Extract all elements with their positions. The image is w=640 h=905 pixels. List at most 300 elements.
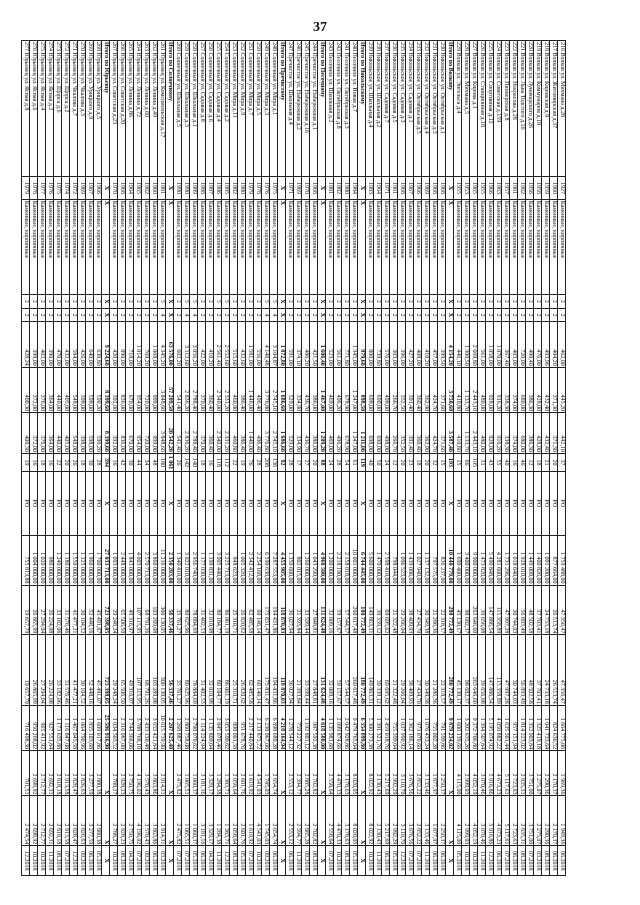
cell-c12: 280 772,49 <box>446 635 454 705</box>
cell-residents: 18 <box>198 453 206 471</box>
cell-c12: 39 656,08 <box>478 635 486 705</box>
cell-method: РО <box>462 472 470 536</box>
cell-common-area: 1 209,20 <box>318 413 326 454</box>
table-row <box>110 41 118 876</box>
cell-type: Каменные, кирпичные <box>382 199 390 294</box>
table-row <box>94 41 102 876</box>
cell-c12: 27 848,81 <box>310 635 318 705</box>
cell-residents: 19 <box>22 453 30 471</box>
cell-floors: 2 <box>518 295 526 309</box>
cell-residents: 44 <box>134 453 142 471</box>
cell-year: 1989 <box>190 177 198 200</box>
cell-c11: 45 491,07 <box>94 585 102 635</box>
cell-c11: 29 248,24 <box>110 585 118 635</box>
cell-date: X <box>166 846 174 876</box>
cell-date: 06.2018 <box>86 846 94 876</box>
cell-c12: 68 791,26 <box>142 635 150 705</box>
cell-floors: 2 <box>542 295 550 309</box>
cell-c14: 2 692,31 <box>46 751 54 796</box>
cell-total-cost: 1 200 000,00 <box>326 535 334 585</box>
cell-total-area: 374,10 <box>294 322 302 367</box>
cell-date: 11.2018 <box>374 846 382 876</box>
table-row <box>22 41 30 876</box>
cell-entrances: 2 <box>414 308 422 322</box>
summary-row <box>318 41 326 876</box>
cell-c12: 147 886,54 <box>486 635 494 705</box>
cell-total-area: 630,80 <box>94 322 102 367</box>
cell-c13: 1 814 223,02 <box>518 705 526 750</box>
cell-c15: 2 828,47 <box>70 796 78 846</box>
cell-floors: 5 <box>158 295 166 309</box>
cell-method: РО <box>398 472 406 536</box>
cell-floors: 5 <box>262 295 270 309</box>
cell-entrances: 4 <box>158 308 166 322</box>
cell-residents: 16 <box>510 453 518 471</box>
cell-c15: 2 394,77 <box>294 796 302 846</box>
cell-floors: 2 <box>246 295 254 309</box>
cell-floors: 2 <box>502 295 510 309</box>
cell-total-cost: 1 043 290,00 <box>310 535 318 585</box>
cell-c12: 52 448,16 <box>86 635 94 705</box>
cell-total-cost: 798 044,00 <box>390 535 398 585</box>
cell-c12: 30 744,03 <box>510 635 518 705</box>
cell-c12: 26 820,62 <box>238 635 246 705</box>
cell-c15: 3 110,70 <box>398 796 406 846</box>
cell-floors: 2 <box>470 295 478 309</box>
cell-method: РО <box>454 472 462 536</box>
cell-address: 226 Волков ул. Станционная д.18 <box>478 41 486 177</box>
cell-c15: 2 654,74 <box>270 796 278 846</box>
table-row <box>502 41 510 876</box>
cell-total-area: 457,00 <box>430 322 438 367</box>
cell-date: 12.2018 <box>486 846 494 876</box>
cell-entrances: 2 <box>550 308 558 322</box>
cell-living-area: 352,50 <box>398 367 406 412</box>
cell-residents: 40 <box>366 453 374 471</box>
cell-type: Каменные, кирпичные <box>270 199 278 294</box>
cell-method: РО <box>174 472 182 536</box>
cell-total-area: 486,20 <box>302 322 310 367</box>
cell-common-area: 334,90 <box>294 413 302 454</box>
cell-address: 223 Волков ул. Пионерская д.8 <box>502 41 510 177</box>
cell-common-area: 460,80 <box>230 413 238 454</box>
cell-method: РО <box>334 472 342 536</box>
cell-c11: 62 485,58 <box>246 585 254 635</box>
cell-residents: 16 <box>110 453 118 471</box>
table-row <box>518 41 526 876</box>
cell-floors: 2 <box>390 295 398 309</box>
cell-c11: 39 656,08 <box>478 585 486 635</box>
cell-type: Каменные, кирпичные <box>150 199 158 294</box>
cell-c14: X <box>318 751 326 796</box>
cell-address: 267 Юрьевец ул. Советская д.23 <box>110 41 118 177</box>
cell-entrances: 4 <box>270 308 278 322</box>
cell-entrances: 2 <box>406 308 414 322</box>
cell-type: Каменные, кирпичные <box>550 199 558 294</box>
cell-entrances: 2 <box>46 308 54 322</box>
cell-entrances: 2 <box>486 308 494 322</box>
cell-date: 07.2018 <box>406 846 414 876</box>
cell-c12: 723 398,05 <box>102 635 110 705</box>
cell-date: 11.2018 <box>422 846 430 876</box>
cell-residents: 118 <box>214 453 222 471</box>
table-row <box>254 41 262 876</box>
cell-year: 1960 <box>150 177 158 200</box>
cell-common-area: 362,90 <box>422 413 430 454</box>
cell-living-area: 424,70 <box>430 367 438 412</box>
cell-year: 1987 <box>206 177 214 200</box>
cell-method: РО <box>542 472 550 536</box>
cell-address: 270 Юрьевец ул. Чкалова д.3 <box>78 41 86 177</box>
cell-floors: 2 <box>326 295 334 309</box>
cell-c12: 47 356,47 <box>558 635 566 705</box>
cell-floors: 2 <box>86 295 94 309</box>
cell-residents: 20 <box>62 453 70 471</box>
cell-c15: 2 290,36 <box>542 796 550 846</box>
cell-total-cost: 4 455 905,00 <box>278 535 286 585</box>
cell-c13: 4 218 164,94 <box>278 705 286 750</box>
cell-method: РО <box>118 472 126 536</box>
cell-total-area: 576,00 <box>382 322 390 367</box>
cell-floors: X <box>102 295 110 309</box>
cell-year: X <box>102 177 110 200</box>
cell-c11: 80 625,96 <box>182 585 190 635</box>
cell-total-cost: 1 700 000,00 <box>94 535 102 585</box>
cell-total-cost: 1 027 940,00 <box>414 535 422 585</box>
cell-floors: 2 <box>46 295 54 309</box>
cell-total-cost: 836 237,00 <box>438 535 446 585</box>
cell-living-area: 3 750,60 <box>446 367 454 412</box>
cell-c12: 69 695,62 <box>382 635 390 705</box>
cell-total-area: 561,00 <box>478 322 486 367</box>
cell-c15: 2 992,29 <box>390 796 398 846</box>
cell-c14: 4 115,00 <box>454 751 462 796</box>
cell-year: 1965 <box>470 177 478 200</box>
cell-c11: 36 027,94 <box>286 585 294 635</box>
cell-living-area: 370,00 <box>198 367 206 412</box>
cell-total-cost: 2 570 713,00 <box>142 535 150 585</box>
cell-c15: 3 070,46 <box>478 796 486 846</box>
cell-entrances: 2 <box>494 308 502 322</box>
cell-type: Каменные, кирпичные <box>286 199 294 294</box>
cell-total-area: 2 552,60 <box>222 322 230 367</box>
table-row <box>334 41 342 876</box>
cell-residents: 119 <box>358 453 366 471</box>
cell-total-area: 515,60 <box>230 322 238 367</box>
cell-c15: 1 745,03 <box>262 796 270 846</box>
table-row <box>534 41 542 876</box>
cell-address: 241 Песочное ул. Октябрьская д.3 <box>342 41 350 177</box>
cell-floors: 2 <box>230 295 238 309</box>
cell-total-cost: 4 003 000,00 <box>134 535 142 585</box>
cell-c11: 56 337,46 <box>166 585 174 635</box>
cell-method: РО <box>78 472 86 536</box>
cell-entrances: X <box>166 308 174 322</box>
cell-living-area: 436,70 <box>302 367 310 412</box>
cell-method: РО <box>294 472 302 536</box>
cell-address: 220 Волков ул. Луначарского д.26 <box>526 41 534 177</box>
cell-common-area: 440,00 <box>54 413 62 454</box>
cell-living-area: 57 209,50 <box>166 367 174 412</box>
cell-c11: 32 010,98 <box>206 585 214 635</box>
cell-total-area: 490,40 <box>526 322 534 367</box>
cell-living-area: 405,00 <box>62 367 70 412</box>
cell-date: 11.2018 <box>46 846 54 876</box>
cell-date: 11.2018 <box>214 846 222 876</box>
cell-c15: X <box>358 796 366 846</box>
cell-c14: 5 117,61 <box>502 751 510 796</box>
cell-residents: 26 <box>174 453 182 471</box>
cell-total-cost: 3 860 000,00 <box>150 535 158 585</box>
cell-total-cost: 2 218 190,00 <box>334 535 342 585</box>
cell-c12: 98 682,37 <box>462 635 470 705</box>
cell-method: X <box>166 472 174 536</box>
cell-c15: 3 133,46 <box>422 796 430 846</box>
cell-total-cost: 1 690 400,00 <box>454 535 462 585</box>
cell-method: X <box>358 472 366 536</box>
cell-c13: 1 664 775,06 <box>558 705 566 750</box>
cell-year: 1990 <box>174 177 182 200</box>
cell-residents: 193 <box>446 453 454 471</box>
cell-year: 1970 <box>110 177 118 200</box>
table-row <box>462 41 470 876</box>
cell-c14: 2 723,63 <box>510 751 518 796</box>
cell-c14: 3 676,56 <box>406 751 414 796</box>
cell-type: Каменные, кирпичные <box>494 199 502 294</box>
cell-c15: 2 818,18 <box>54 796 62 846</box>
cell-c11: 118 870,03 <box>278 585 286 635</box>
cell-type: Каменные, кирпичные <box>534 199 542 294</box>
cell-common-area: 928,00 <box>486 413 494 454</box>
cell-residents: 20 <box>398 453 406 471</box>
cell-type: Каменные, кирпичные <box>134 199 142 294</box>
cell-c14: 2 130,43 <box>374 751 382 796</box>
cell-total-cost: 3 022 010,00 <box>182 535 190 585</box>
cell-c14: 3 181,16 <box>198 751 206 796</box>
cell-common-area: 496,20 <box>334 413 342 454</box>
cell-common-area: 1 686,60 <box>278 413 286 454</box>
cell-year: 1955 <box>478 177 486 200</box>
cell-common-area: 410,80 <box>454 413 462 454</box>
cell-c11: 86 061,19 <box>222 585 230 635</box>
cell-residents: 140 <box>190 453 198 471</box>
cell-c14: X <box>166 751 174 796</box>
cell-residents: 1 061 <box>166 453 174 471</box>
cell-residents: 28 <box>94 453 102 471</box>
cell-total-area: 2 561,40 <box>214 322 222 367</box>
table-row <box>78 41 86 876</box>
cell-living-area: 372,00 <box>30 367 38 412</box>
cell-entrances: 2 <box>518 308 526 322</box>
cell-c14: 1 065,51 <box>182 751 190 796</box>
cell-residents: 30 <box>86 453 94 471</box>
cell-common-area: 372,00 <box>30 413 38 454</box>
cell-method: РО <box>262 472 270 536</box>
cell-living-area: 590,20 <box>94 367 102 412</box>
cell-type: Каменные, кирпичные <box>302 199 310 294</box>
cell-floors: 2 <box>382 295 390 309</box>
cell-type: Каменные, кирпичные <box>486 199 494 294</box>
cell-year: 1961 <box>390 177 398 200</box>
cell-residents: 55 <box>494 453 502 471</box>
cell-entrances: 2 <box>374 308 382 322</box>
cell-c15: 2 553,12 <box>286 796 294 846</box>
cell-date: 09.2018 <box>262 846 270 876</box>
cell-c11: 80 184,77 <box>214 585 222 635</box>
cell-method: РО <box>238 472 246 536</box>
cell-entrances: 2 <box>198 308 206 322</box>
cell-entrances: 2 <box>94 308 102 322</box>
cell-common-area: 469,00 <box>326 413 334 454</box>
table-row <box>486 41 494 876</box>
cell-floors: 2 <box>110 295 118 309</box>
cell-common-area: 498,00 <box>382 413 390 454</box>
cell-total-area: 398,00 <box>30 322 38 367</box>
cell-year: X <box>166 177 174 200</box>
cell-c14: 3 863,86 <box>150 751 158 796</box>
cell-c14: 2 852,22 <box>414 751 422 796</box>
cell-living-area: 548,00 <box>70 367 78 412</box>
cell-c13: 4 050 882,22 <box>494 705 502 750</box>
cell-year: 1975 <box>270 177 278 200</box>
cell-method: РО <box>214 472 222 536</box>
cell-living-area: 1 247,00 <box>350 367 358 412</box>
cell-residents: 136 <box>270 453 278 471</box>
cell-year: 1956 <box>526 177 534 200</box>
cell-floors: 2 <box>198 295 206 309</box>
cell-type: Каменные, кирпичные <box>334 199 342 294</box>
cell-c11: 175 831,47 <box>262 585 270 635</box>
cell-total-cost: 1 020 000,00 <box>38 535 46 585</box>
cell-year: 1981 <box>158 177 166 200</box>
cell-living-area: 678,90 <box>342 367 350 412</box>
cell-residents: 37 <box>558 453 566 471</box>
cell-method: РО <box>134 472 142 536</box>
cell-method: РО <box>70 472 78 536</box>
cell-year: 1977 <box>38 177 46 200</box>
cell-c12: 29 266,04 <box>398 635 406 705</box>
cell-c15: 1 060,37 <box>190 796 198 846</box>
cell-common-area: 338,30 <box>502 413 510 454</box>
cell-c14: 8 020,05 <box>350 751 358 796</box>
cell-entrances: 2 <box>206 308 214 322</box>
cell-address: 249 Солнечный ул. Мира д.3 <box>262 41 270 177</box>
table-row <box>270 41 278 876</box>
cell-c14: 2 818,18 <box>54 751 62 796</box>
cell-c12: 39 339,12 <box>374 635 382 705</box>
summary-row <box>278 41 286 876</box>
cell-total-area: 3 104,87 <box>270 322 278 367</box>
cell-c15: 3 751,00 <box>526 796 534 846</box>
cell-c11: 45 130,17 <box>454 585 462 635</box>
cell-c11: 68 791,26 <box>142 585 150 635</box>
cell-total-area: 421,50 <box>310 322 318 367</box>
cell-c14: 4 541,03 <box>254 751 262 796</box>
cell-c13: 3 788 768,10 <box>134 705 142 750</box>
cell-floors: 2 <box>310 295 318 309</box>
cell-common-area: 376,00 <box>38 413 46 454</box>
cell-c13: 1 034 503,52 <box>110 705 118 750</box>
cell-common-area: 364,00 <box>46 413 54 454</box>
register-sheet <box>22 40 566 876</box>
cell-c14: 3 570,43 <box>142 751 150 796</box>
cell-living-area: 598,00 <box>86 367 94 412</box>
cell-floors: 2 <box>334 295 342 309</box>
cell-date: 08.2018 <box>230 846 238 876</box>
cell-common-area: 680,00 <box>518 413 526 454</box>
cell-date: 06.2018 <box>438 846 446 876</box>
cell-total-area: 720,00 <box>518 322 526 367</box>
cell-common-area: 352,50 <box>398 413 406 454</box>
cell-year: 1959 <box>542 177 550 200</box>
cell-c12: 26 513,74 <box>550 635 558 705</box>
cell-c11: 47 356,47 <box>558 585 566 635</box>
cell-total-cost: 1 005 320,00 <box>238 535 246 585</box>
cell-c12: 31 402,53 <box>198 635 206 705</box>
cell-c13: 2 459 018,76 <box>382 705 390 750</box>
cell-residents: 15 <box>454 453 462 471</box>
cell-method: РО <box>222 472 230 536</box>
cell-c12: 56 337,46 <box>166 635 174 705</box>
cell-method: РО <box>534 472 542 536</box>
cell-c11: 26 224,08 <box>46 585 54 635</box>
cell-total-area: 426,00 <box>78 322 86 367</box>
cell-total-cost: 1 400 826,00 <box>534 535 542 585</box>
cell-c12: 48 502,58 <box>526 635 534 705</box>
cell-c11: 37 703,41 <box>534 585 542 635</box>
cell-total-area: 63 576,00 <box>166 322 174 367</box>
cell-entrances: 2 <box>526 308 534 322</box>
cell-entrances: X <box>446 308 454 322</box>
cell-address: 243 Песочное ул. Школьная д.2 <box>326 41 334 177</box>
table-row <box>350 41 358 876</box>
cell-total-area: 476,00 <box>534 322 542 367</box>
cell-type: Каменные, кирпичные <box>350 199 358 294</box>
cell-c12: 107 115,95 <box>134 635 142 705</box>
cell-address: 221 Волков ул. Льва Толстого д.16 <box>518 41 526 177</box>
cell-type: Каменные, кирпичные <box>62 199 70 294</box>
cell-residents: 66 <box>462 453 470 471</box>
cell-total-area: 890,00 <box>118 322 126 367</box>
cell-total-area: 422,00 <box>198 322 206 367</box>
cell-method: РО <box>518 472 526 536</box>
cell-method: РО <box>246 472 254 536</box>
cell-total-cost: 1 350 600,00 <box>286 535 294 585</box>
table-row <box>430 41 438 876</box>
cell-entrances: 2 <box>310 308 318 322</box>
cell-c12: 33 599,44 <box>302 635 310 705</box>
cell-entrances: 4 <box>190 308 198 322</box>
cell-c13: 1 278 544,12 <box>286 705 294 750</box>
cell-method: РО <box>206 472 214 536</box>
cell-date: 12.2018 <box>222 846 230 876</box>
cell-total-cost: 5 490 848,00 <box>486 535 494 585</box>
cell-residents: 23 <box>406 453 414 471</box>
cell-address: 232 Никольское ул. Октябрьская д.4 <box>422 41 430 177</box>
cell-date: 06.2018 <box>510 846 518 876</box>
cell-total-cost: 5 600 000,00 <box>366 535 374 585</box>
cell-type: Каменные, кирпичные <box>94 199 102 294</box>
cell-common-area: 391,40 <box>406 413 414 454</box>
cell-c14: 1 877,97 <box>430 751 438 796</box>
cell-common-area: 2 788,40 <box>190 413 198 454</box>
table-row <box>422 41 430 876</box>
cell-total-cost: 1 439 006,00 <box>406 535 414 585</box>
cell-residents: 92 <box>278 453 286 471</box>
cell-floors: 2 <box>350 295 358 309</box>
cell-common-area: 690,00 <box>374 413 382 454</box>
cell-c13: 1 135 981,68 <box>326 705 334 750</box>
